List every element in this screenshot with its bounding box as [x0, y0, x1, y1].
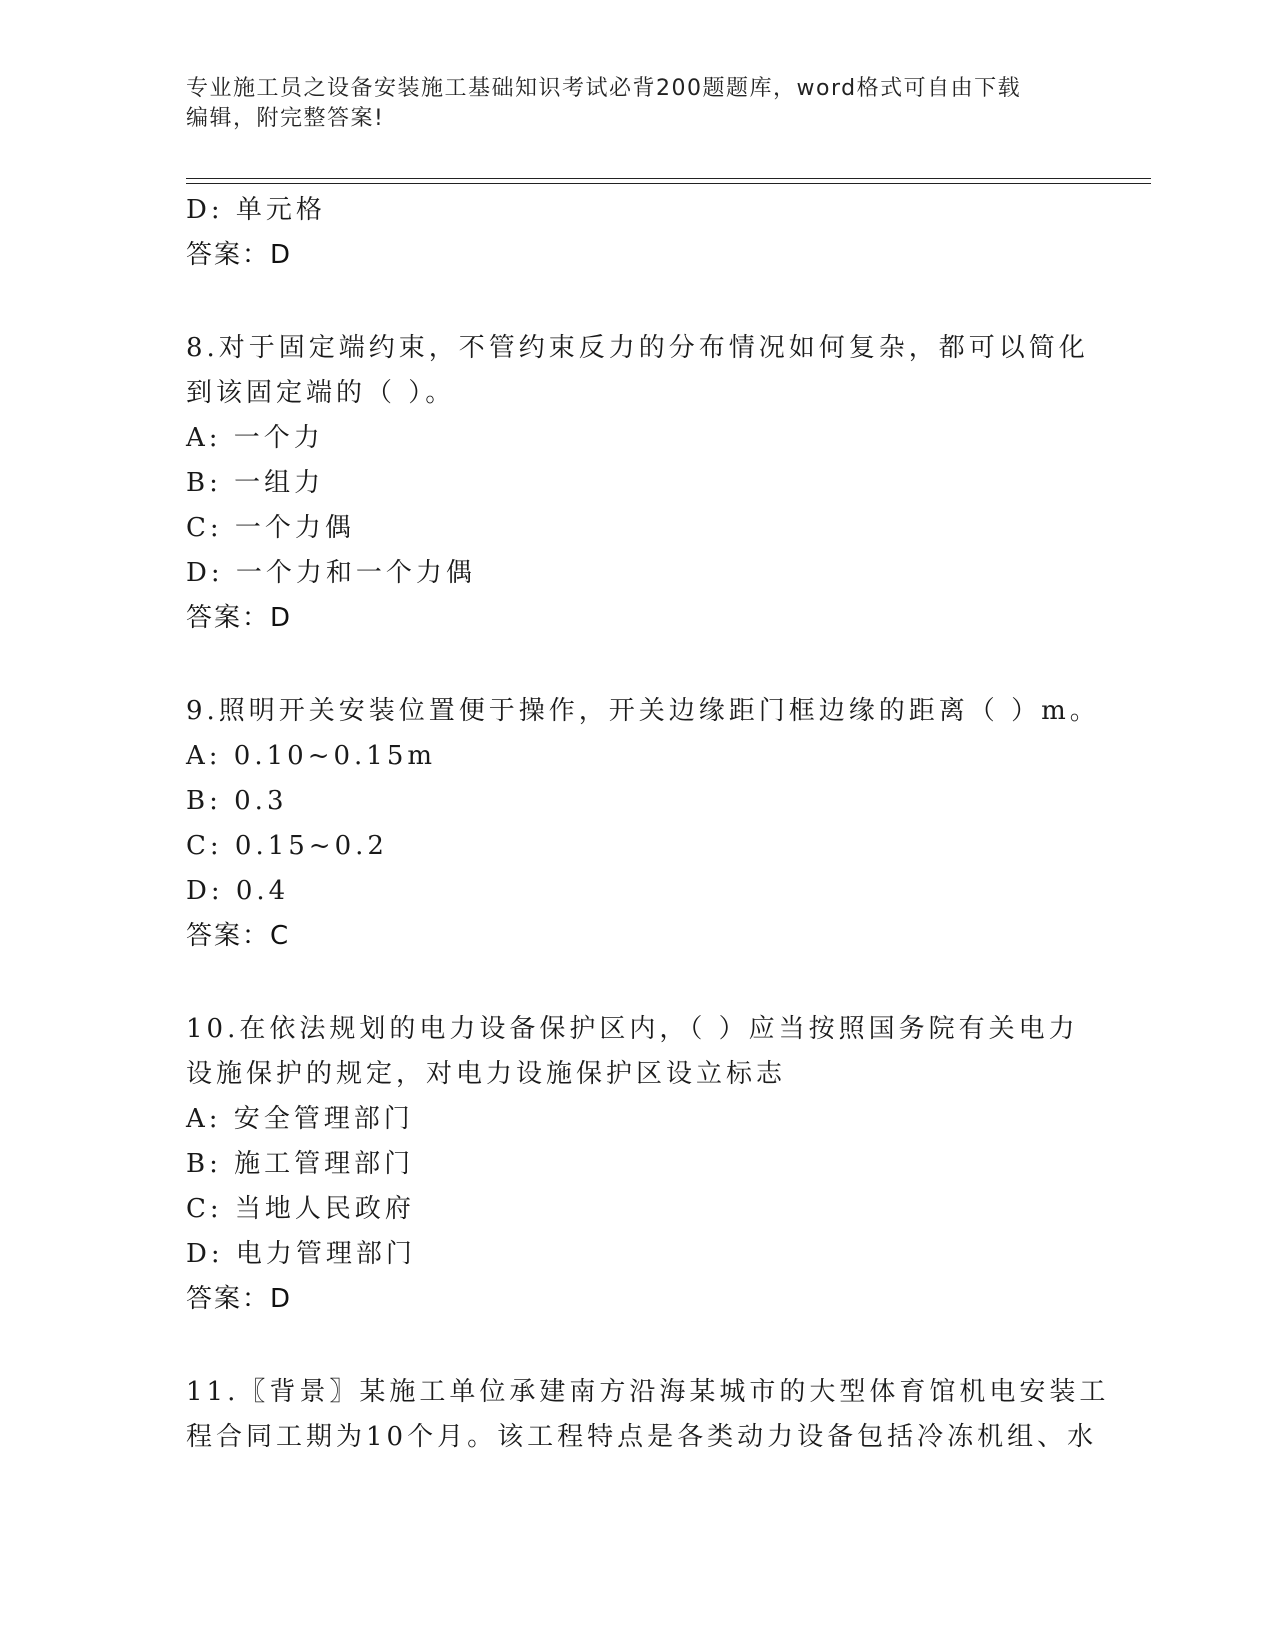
- header-line-1: 专业施工员之设备安装施工基础知识考试必背200题题库，word格式可自由下载: [186, 76, 1022, 101]
- question-10: [186, 1007, 1086, 1322]
- question-7-tail: [186, 188, 1086, 278]
- header-divider-bottom: [186, 183, 1151, 184]
- q9-option-d: D: 0.4: [186, 876, 290, 906]
- question-8: [186, 326, 1089, 641]
- q8-option-b: B: 一组力: [186, 468, 325, 498]
- q9-option-b: B: 0.3: [186, 786, 288, 816]
- q9-stem-line-1: 9.照明开关安装位置便于操作，开关边缘距门框边缘的距离（ ）m。: [186, 696, 1100, 726]
- document-body: [186, 188, 1110, 1460]
- document-header: [186, 74, 1086, 134]
- q10-option-b: B: 施工管理部门: [186, 1149, 415, 1179]
- q10-option-a: A: 安全管理部门: [186, 1104, 414, 1134]
- q11-stem-line-1: 11.〖背景〗某施工单位承建南方沿海某城市的大型体育馆机电安装工: [186, 1377, 1110, 1407]
- question-9: [186, 689, 1100, 959]
- q8-answer: 答案：D: [186, 603, 293, 633]
- q9-answer: 答案：C: [186, 921, 291, 951]
- q11-stem-line-2: 程合同工期为10个月。该工程特点是各类动力设备包括冷冻机组、水: [186, 1422, 1098, 1452]
- q8-option-a: A: 一个力: [186, 423, 324, 453]
- q10-option-c: C: 当地人民政府: [186, 1194, 415, 1224]
- q8-option-c: C: 一个力偶: [186, 513, 355, 543]
- q8-option-d: D: 一个力和一个力偶: [186, 558, 476, 588]
- q10-option-d: D: 电力管理部门: [186, 1239, 416, 1269]
- q8-stem-line-1: 8.对于固定端约束，不管约束反力的分布情况如何复杂，都可以简化: [186, 333, 1089, 363]
- question-11: [186, 1370, 1110, 1460]
- header-divider-top: [186, 178, 1151, 179]
- q10-answer: 答案：D: [186, 1284, 293, 1314]
- q9-option-c: C: 0.15~0.2: [186, 831, 388, 861]
- header-line-2: 编辑，附完整答案!: [186, 106, 385, 131]
- q10-stem-line-1: 10.在依法规划的电力设备保护区内，（ ）应当按照国务院有关电力: [186, 1014, 1079, 1044]
- q7-option-d: D: 单元格: [186, 195, 326, 225]
- q10-stem-line-2: 设施保护的规定，对电力设施保护区设立标志: [186, 1059, 787, 1089]
- q8-stem-line-2: 到该固定端的（ ）。: [186, 378, 456, 408]
- q7-answer: 答案：D: [186, 240, 293, 270]
- q9-option-a: A: 0.10~0.15m: [186, 741, 437, 771]
